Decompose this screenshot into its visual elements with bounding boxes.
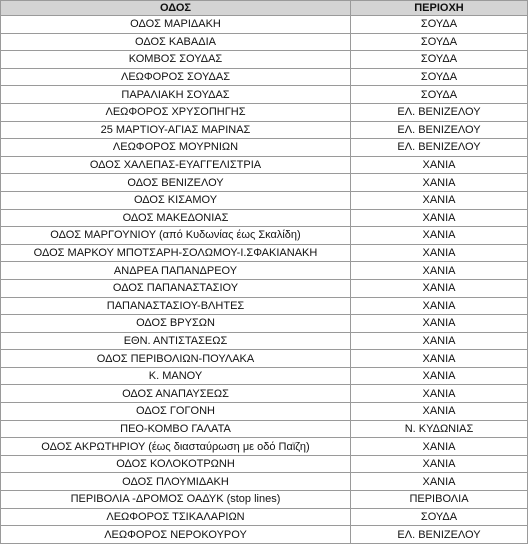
table-row (1, 121, 528, 139)
table-row (1, 51, 528, 69)
area-cell: ΧΑΝΙΑ (351, 332, 528, 350)
table-row (1, 455, 528, 473)
street-cell: ΟΔΟΣ ΑΝΑΠΑΥΣΕΩΣ (1, 385, 351, 403)
table-row (1, 16, 528, 34)
table-row (1, 297, 528, 315)
area-cell: ΧΑΝΙΑ (351, 244, 528, 262)
area-cell: ΣΟΥΔΑ (351, 16, 528, 34)
area-cell: ΠΕΡΙΒΟΛΙΑ (351, 491, 528, 509)
area-cell: ΧΑΝΙΑ (351, 262, 528, 280)
street-cell: ΛΕΩΦΟΡΟΣ ΧΡΥΣΟΠΗΓΗΣ (1, 103, 351, 121)
table-row (1, 209, 528, 227)
street-cell: ΚΟΜΒΟΣ ΣΟΥΔΑΣ (1, 51, 351, 69)
area-cell: ΧΑΝΙΑ (351, 455, 528, 473)
table-row (1, 139, 528, 157)
table-body (1, 16, 528, 544)
street-cell: ΛΕΩΦΟΡΟΣ ΤΣΙΚΑΛΑΡΙΩΝ (1, 508, 351, 526)
street-cell: ΟΔΟΣ ΚΟΛΟΚΟΤΡΩΝΗ (1, 455, 351, 473)
area-cell: Ν. ΚΥΔΩΝΙΑΣ (351, 420, 528, 438)
area-cell: ΧΑΝΙΑ (351, 403, 528, 421)
street-cell: Κ. ΜΑΝΟΥ (1, 367, 351, 385)
area-cell: ΧΑΝΙΑ (351, 367, 528, 385)
table-row (1, 156, 528, 174)
street-cell: ΟΔΟΣ ΒΡΥΣΩΝ (1, 315, 351, 333)
header-street: ΟΔΟΣ (1, 1, 351, 16)
table-row (1, 350, 528, 368)
street-cell: ΛΕΩΦΟΡΟΣ ΣΟΥΔΑΣ (1, 68, 351, 86)
area-cell: ΕΛ. ΒΕΝΙΖΕΛΟΥ (351, 103, 528, 121)
header-area: ΠΕΡΙΟΧΗ (351, 1, 528, 16)
table-row (1, 227, 528, 245)
table-row (1, 174, 528, 192)
street-cell: ΠΑΠΑΝΑΣΤΑΣΙΟΥ-ΒΛΗΤΕΣ (1, 297, 351, 315)
area-cell: ΕΛ. ΒΕΝΙΖΕΛΟΥ (351, 139, 528, 157)
table-row (1, 86, 528, 104)
area-cell: ΣΟΥΔΑ (351, 51, 528, 69)
table-row (1, 420, 528, 438)
street-cell: ΟΔΟΣ ΧΑΛΕΠΑΣ-ΕΥΑΓΓΕΛΙΣΤΡΙΑ (1, 156, 351, 174)
street-cell: ΟΔΟΣ ΜΑΡΓΟΥΝΙΟΥ (από Κυδωνίας έως Σκαλίδη) (1, 227, 351, 245)
area-cell: ΧΑΝΙΑ (351, 473, 528, 491)
street-cell: ΑΝΔΡΕΑ ΠΑΠΑΝΔΡΕΟΥ (1, 262, 351, 280)
area-cell: ΧΑΝΙΑ (351, 350, 528, 368)
area-cell: ΧΑΝΙΑ (351, 191, 528, 209)
table-row (1, 403, 528, 421)
street-cell: ΠΕΡΙΒΟΛΙΑ -ΔΡΟΜΟΣ ΟΑΔΥΚ (stop lines) (1, 491, 351, 509)
street-cell: ΟΔΟΣ ΒΕΝΙΖΕΛΟΥ (1, 174, 351, 192)
table-row (1, 33, 528, 51)
street-cell: ΟΔΟΣ ΠΛΟΥΜΙΔΑΚΗ (1, 473, 351, 491)
area-cell: ΕΛ. ΒΕΝΙΖΕΛΟΥ (351, 121, 528, 139)
table-row (1, 191, 528, 209)
header-row (1, 1, 528, 16)
street-cell: ΟΔΟΣ ΑΚΡΩΤΗΡΙΟΥ (έως διασταύρωση με οδό Παϊζη) (1, 438, 351, 456)
table-row (1, 526, 528, 544)
table-row (1, 103, 528, 121)
table-row (1, 438, 528, 456)
table-row (1, 491, 528, 509)
street-cell: ΟΔΟΣ ΚΑΒΑΔΙΑ (1, 33, 351, 51)
table-row (1, 315, 528, 333)
street-cell: ΟΔΟΣ ΜΑΡΚΟΥ ΜΠΟΤΣΑΡΗ-ΣΟΛΩΜΟΥ-Ι.ΣΦΑΚΙΑΝΑΚΗ (1, 244, 351, 262)
table-row (1, 367, 528, 385)
street-cell: ΟΔΟΣ ΚΙΣΑΜΟΥ (1, 191, 351, 209)
area-cell: ΣΟΥΔΑ (351, 508, 528, 526)
table-row (1, 385, 528, 403)
area-cell: ΧΑΝΙΑ (351, 438, 528, 456)
street-cell: ΕΘΝ. ΑΝΤΙΣΤΑΣΕΩΣ (1, 332, 351, 350)
area-cell: ΕΛ. ΒΕΝΙΖΕΛΟΥ (351, 526, 528, 544)
street-cell: ΛΕΩΦΟΡΟΣ ΜΟΥΡΝΙΩΝ (1, 139, 351, 157)
area-cell: ΣΟΥΔΑ (351, 33, 528, 51)
area-cell: ΧΑΝΙΑ (351, 209, 528, 227)
street-cell: ΠΕΟ-ΚΟΜΒΟ ΓΑΛΑΤΑ (1, 420, 351, 438)
table-row (1, 508, 528, 526)
area-cell: ΧΑΝΙΑ (351, 385, 528, 403)
street-cell: ΛΕΩΦΟΡΟΣ ΝΕΡΟΚΟΥΡΟΥ (1, 526, 351, 544)
street-cell: ΟΔΟΣ ΓΟΓΟΝΗ (1, 403, 351, 421)
table-row (1, 262, 528, 280)
area-cell: ΣΟΥΔΑ (351, 68, 528, 86)
area-cell: ΧΑΝΙΑ (351, 279, 528, 297)
street-cell: ΟΔΟΣ ΠΑΠΑΝΑΣΤΑΣΙΟΥ (1, 279, 351, 297)
table-row (1, 279, 528, 297)
table-row (1, 473, 528, 491)
area-cell: ΧΑΝΙΑ (351, 315, 528, 333)
street-cell: 25 ΜΑΡΤΙΟΥ-ΑΓΙΑΣ ΜΑΡΙΝΑΣ (1, 121, 351, 139)
street-cell: ΟΔΟΣ ΠΕΡΙΒΟΛΙΩΝ-ΠΟΥΛΑΚΑ (1, 350, 351, 368)
area-cell: ΧΑΝΙΑ (351, 227, 528, 245)
street-cell: ΟΔΟΣ ΜΑΚΕΔΟΝΙΑΣ (1, 209, 351, 227)
area-cell: ΧΑΝΙΑ (351, 156, 528, 174)
table-row (1, 68, 528, 86)
street-cell: ΠΑΡΑΛΙΑΚΗ ΣΟΥΔΑΣ (1, 86, 351, 104)
area-cell: ΣΟΥΔΑ (351, 86, 528, 104)
area-cell: ΧΑΝΙΑ (351, 174, 528, 192)
area-cell: ΧΑΝΙΑ (351, 297, 528, 315)
table-row (1, 332, 528, 350)
table-row (1, 244, 528, 262)
street-cell: ΟΔΟΣ ΜΑΡΙΔΑΚΗ (1, 16, 351, 34)
